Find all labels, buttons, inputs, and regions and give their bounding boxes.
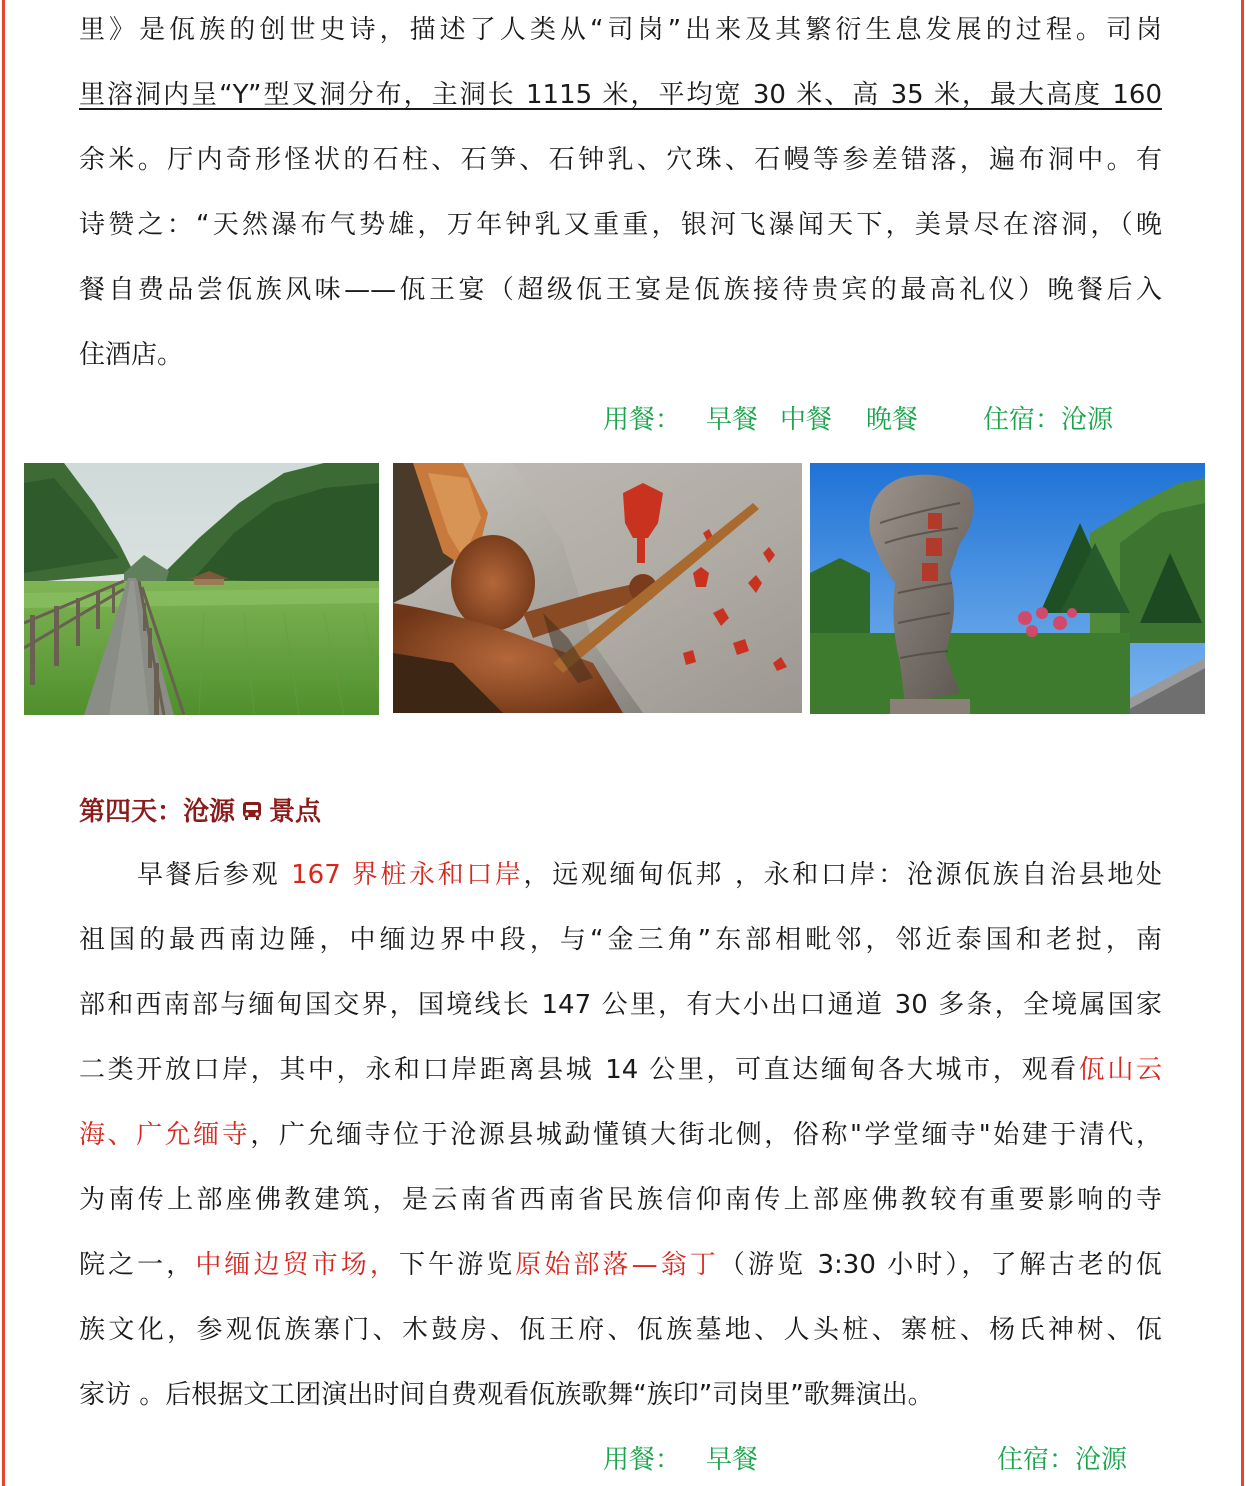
day4-meal-breakfast: 早餐 bbox=[706, 1445, 759, 1475]
photo-valley-rice-field bbox=[24, 463, 379, 715]
day4-line-7 bbox=[79, 1233, 1162, 1298]
day3-description bbox=[79, 0, 1162, 388]
border-market-highlight: 中缅边贸市场， bbox=[195, 1250, 399, 1280]
wengding-village-highlight: 原始部落—翁丁 bbox=[515, 1250, 719, 1280]
wa-hunter-image bbox=[393, 463, 802, 713]
day4-line-2: 祖国的最西南边陲，中缅边界中段，与“金三角”东部相毗邻，邻近泰国和老挝，南 bbox=[79, 925, 1162, 955]
day3-line-3: 余米。厅内奇形怪状的石柱、石笋、石钟乳、穴珠、石幔等参差错落，遍布洞中。有 bbox=[79, 145, 1162, 175]
valley-walkway-image bbox=[24, 463, 379, 715]
day4-line-1-b: ，远观缅甸佤邦 ，永和口岸：沧源佤族自治县地处 bbox=[523, 860, 1162, 890]
day4-line-7-b: 下午游览 bbox=[398, 1250, 516, 1280]
day4-line-4 bbox=[79, 1038, 1162, 1103]
day4-title-suffix: 景点 bbox=[269, 797, 322, 827]
day4-line-6: 为南传上部座佛教建筑，是云南省西南省民族信仰南传上部座佛教较有重要影响的寺 bbox=[79, 1185, 1162, 1215]
day3-line-1: 里》是佤族的创世史诗，描述了人类从“司岗”出来及其繁衍生息发展的过程。司岗 bbox=[79, 15, 1162, 45]
cave-dimensions-text: 里溶洞内呈“Y”型叉洞分布，主洞长 1115 米，平均宽 30 米、高 35 米，最大高度 160 bbox=[79, 80, 1162, 110]
page-border-left bbox=[2, 0, 5, 1486]
day4-line-5-b: ，广允缅寺位于沧源县城勐懂镇大街北侧，俗称"学堂缅寺"始建于清代， bbox=[250, 1120, 1162, 1150]
photo-sigangli-monument bbox=[810, 463, 1205, 714]
day4-title-text: 第四天：沧源 bbox=[79, 797, 236, 827]
day3-meal-dinner: 晚餐 bbox=[866, 405, 919, 435]
day4-line-9: 家访 。后根据文工团演出时间自费观看佤族歌舞“族印”司岗里”歌舞演出。 bbox=[79, 1380, 934, 1410]
day3-line-2 bbox=[79, 63, 1162, 128]
day3-meal-breakfast: 早餐 bbox=[706, 405, 759, 435]
stone-monument-image bbox=[810, 463, 1205, 714]
yonghe-port-highlight: 167 界桩永和口岸 bbox=[291, 860, 524, 890]
guangyun-temple-highlight: 海、广允缅寺 bbox=[79, 1120, 251, 1150]
day3-line-6: 住酒店。 bbox=[79, 340, 184, 370]
day4-line-3: 部和西南部与缅甸国交界，国境线长 147 公里，有大小出口通道 30 多条，全境属国家 bbox=[79, 990, 1162, 1020]
day3-line-4: 诗赞之：“天然瀑布气势雄，万年钟乳又重重，银河飞瀑闻天下，美景尽在溶洞，（晚 bbox=[79, 210, 1162, 240]
day3-meals-label: 用餐： bbox=[603, 405, 682, 435]
day3-line-5: 餐自费品尝佤族风味——佤王宴（超级佤王宴是佤族接待贵宾的最高礼仪）晚餐后入 bbox=[79, 275, 1162, 305]
wa-mountain-cloud-highlight: 佤山云 bbox=[1078, 1055, 1162, 1085]
day4-line-7-c: （游览 3:30 小时），了解古老的佤 bbox=[718, 1250, 1162, 1280]
day4-line-4-a: 二类开放口岸，其中，永和口岸距离县城 14 公里，可直达缅甸各大城市，观看 bbox=[79, 1055, 1079, 1085]
day3-lodging: 住宿：沧源 bbox=[983, 405, 1114, 435]
photo-wa-hunter bbox=[393, 463, 802, 713]
day4-line-7-a: 院之一， bbox=[79, 1250, 196, 1280]
day4-meals-label: 用餐： bbox=[603, 1445, 682, 1475]
day4-title bbox=[79, 790, 321, 834]
day4-line-8: 族文化，参观佤族寨门、木鼓房、佤王府、佤族墓地、人头桩、寨桩、杨氏神树、佤 bbox=[79, 1315, 1162, 1345]
day4-line-1-a: 早餐后参观 bbox=[137, 860, 292, 890]
day4-description bbox=[79, 843, 1162, 1428]
day4-lodging: 住宿：沧源 bbox=[997, 1445, 1128, 1475]
page-border-right bbox=[1241, 0, 1244, 1486]
day4-line-1 bbox=[79, 843, 1162, 908]
day3-meal-lunch: 中餐 bbox=[780, 405, 833, 435]
day4-line-5 bbox=[79, 1103, 1162, 1168]
bus-icon bbox=[241, 800, 263, 822]
